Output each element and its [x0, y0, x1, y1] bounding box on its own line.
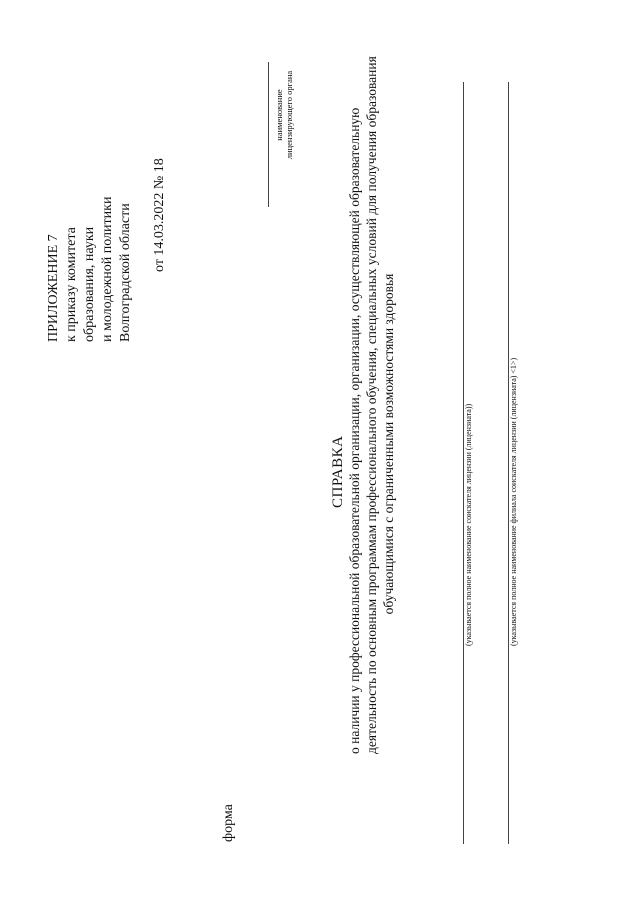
body-line-1: о наличии у профессиональной образовательной организации, организации, осуществляющей образовательную	[347, 107, 362, 754]
document-body	[346, 56, 398, 754]
branch-name-caption: (указывается полное наименование филиала соискателя лицензии (лицензиата) <1>)	[509, 357, 518, 646]
body-line-3: обучающимися с ограниченными возможностями здоровья	[381, 273, 396, 615]
appendix-block	[45, 142, 135, 342]
appendix-line-2: к приказу комитета	[64, 227, 79, 342]
order-date: от 14.03.2022 № 18	[152, 158, 167, 272]
body-line-2: деятельность по основным программам профессионального обучения, специальных условий для получения образования	[364, 56, 379, 754]
licensee-name-caption: (указывается полное наименование соискателя лицензии (лицензиата))	[464, 403, 473, 646]
appendix-line-4: и молодежной политики	[100, 196, 115, 342]
form-label: форма	[221, 804, 236, 842]
appendix-line-1: ПРИЛОЖЕНИЕ 7	[46, 234, 61, 342]
appendix-line-5: Волгоградской области	[118, 203, 133, 342]
appendix-line-3: образования, науки	[82, 226, 97, 342]
licensing-authority-caption: наименование лицензирующего органа	[274, 70, 294, 160]
document-title: СПРАВКА	[330, 435, 346, 508]
licensing-authority-line	[268, 62, 269, 207]
